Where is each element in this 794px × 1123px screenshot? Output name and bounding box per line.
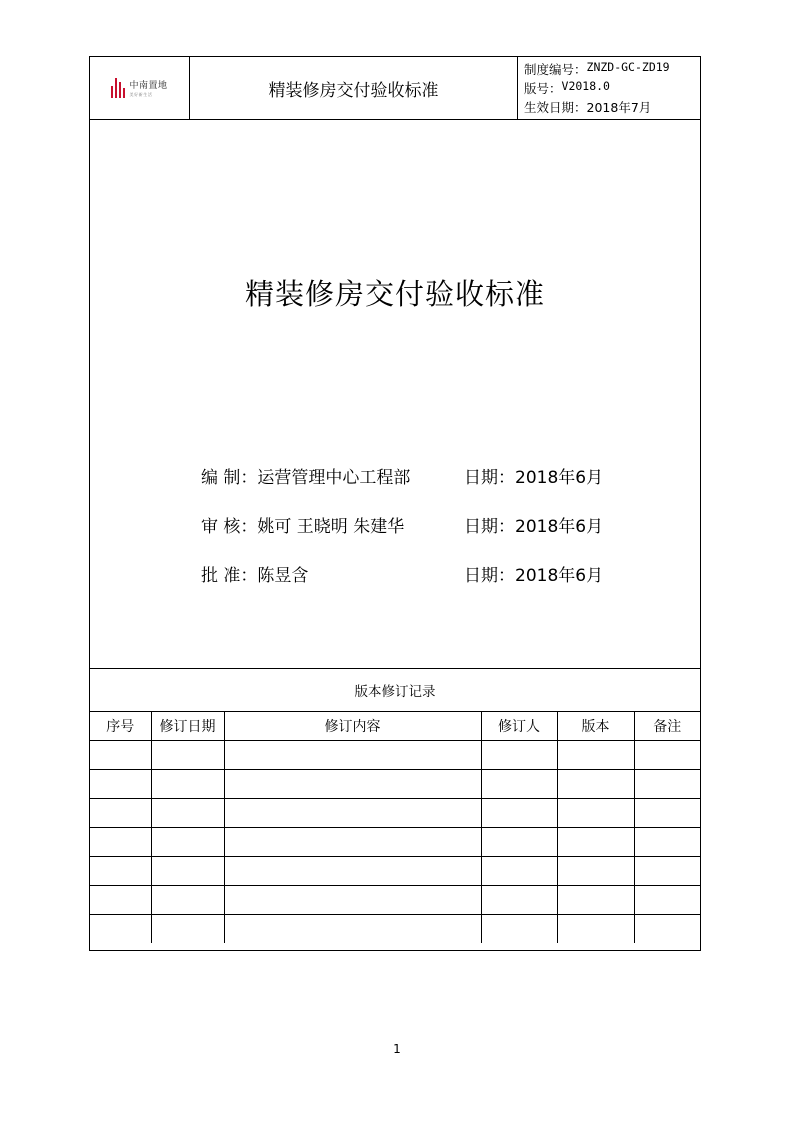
column-header: 修订内容 (224, 712, 481, 741)
logo-cell (90, 57, 190, 119)
table-cell (481, 741, 557, 770)
doc-code-value: ZNZD-GC-ZD19 (586, 59, 670, 74)
table-cell (634, 828, 700, 857)
signature-date: 日期：2018年6月 (464, 566, 604, 586)
document-title: 精装修房交付验收标准 (244, 277, 545, 311)
table-cell (151, 915, 224, 944)
revision-title: 版本修订记录 (90, 669, 700, 712)
doc-code-label: 制度编号： (524, 61, 587, 77)
cover-body (89, 119, 701, 669)
table-cell (151, 828, 224, 857)
table-row (90, 915, 700, 944)
table-cell (151, 857, 224, 886)
table-row (90, 741, 700, 770)
signature-date: 日期：2018年6月 (464, 517, 604, 537)
column-header: 备注 (634, 712, 700, 741)
table-cell (224, 915, 481, 944)
signature-approver (201, 561, 308, 586)
header-title: 精装修房交付验收标准 (190, 57, 518, 119)
doc-version-value: V2018.0 (561, 78, 610, 93)
signature-compiler (201, 463, 410, 488)
doc-code (524, 60, 700, 78)
revision-record (89, 668, 701, 951)
table-cell (481, 799, 557, 828)
table-cell (481, 857, 557, 886)
column-header: 修订日期 (151, 712, 224, 741)
doc-effective-date (524, 98, 700, 116)
table-cell (151, 886, 224, 915)
signature-person: 运营管理中心工程部 (257, 468, 411, 488)
table-row (90, 799, 700, 828)
table-cell (557, 915, 634, 944)
table-header-row (90, 712, 700, 741)
signature-person: 陈昱含 (257, 566, 309, 586)
logo-bars-icon (111, 78, 125, 98)
table-row (90, 857, 700, 886)
signature-person: 姚可 王晓明 朱建华 (257, 517, 405, 537)
doc-version-label: 版号： (524, 80, 562, 96)
table-cell (90, 799, 151, 828)
table-cell (90, 741, 151, 770)
table-cell (634, 886, 700, 915)
table-cell (481, 886, 557, 915)
table-cell (224, 857, 481, 886)
table-cell (634, 915, 700, 944)
signature-role: 批 准： (201, 566, 258, 586)
table-cell (481, 915, 557, 944)
table-cell (557, 799, 634, 828)
table-cell (481, 828, 557, 857)
table-row (90, 886, 700, 915)
doc-version (524, 79, 700, 97)
table-cell (557, 886, 634, 915)
table-cell (224, 799, 481, 828)
logo-name: 中南置地 (129, 81, 168, 91)
table-cell (224, 828, 481, 857)
revision-table (90, 712, 700, 943)
doc-effective-label: 生效日期： (524, 100, 587, 116)
header-meta (518, 57, 700, 119)
page-number: 1 (393, 1042, 401, 1056)
table-cell (90, 915, 151, 944)
logo-slogan: 美好新生活 (129, 92, 153, 97)
table-cell (634, 799, 700, 828)
table-row (90, 828, 700, 857)
table-cell (557, 857, 634, 886)
column-header: 序号 (90, 712, 151, 741)
table-cell (224, 770, 481, 799)
table-cell (90, 857, 151, 886)
signature-role: 编 制： (201, 468, 258, 488)
table-cell (151, 741, 224, 770)
table-cell (151, 770, 224, 799)
table-cell (151, 799, 224, 828)
column-header: 修订人 (481, 712, 557, 741)
table-cell (90, 770, 151, 799)
table-cell (224, 741, 481, 770)
table-cell (557, 741, 634, 770)
document-header (89, 56, 701, 120)
doc-effective-value: 2018年7月 (586, 100, 652, 116)
table-cell (634, 741, 700, 770)
table-cell (90, 828, 151, 857)
table-cell (634, 857, 700, 886)
column-header: 版本 (557, 712, 634, 741)
table-cell (557, 770, 634, 799)
table-cell (557, 828, 634, 857)
signature-date: 日期：2018年6月 (464, 468, 604, 488)
table-cell (634, 770, 700, 799)
table-row (90, 770, 700, 799)
table-cell (90, 886, 151, 915)
signature-role: 审 核： (201, 517, 258, 537)
company-logo (111, 78, 167, 98)
table-cell (481, 770, 557, 799)
table-cell (224, 886, 481, 915)
signature-reviewer (201, 512, 404, 537)
